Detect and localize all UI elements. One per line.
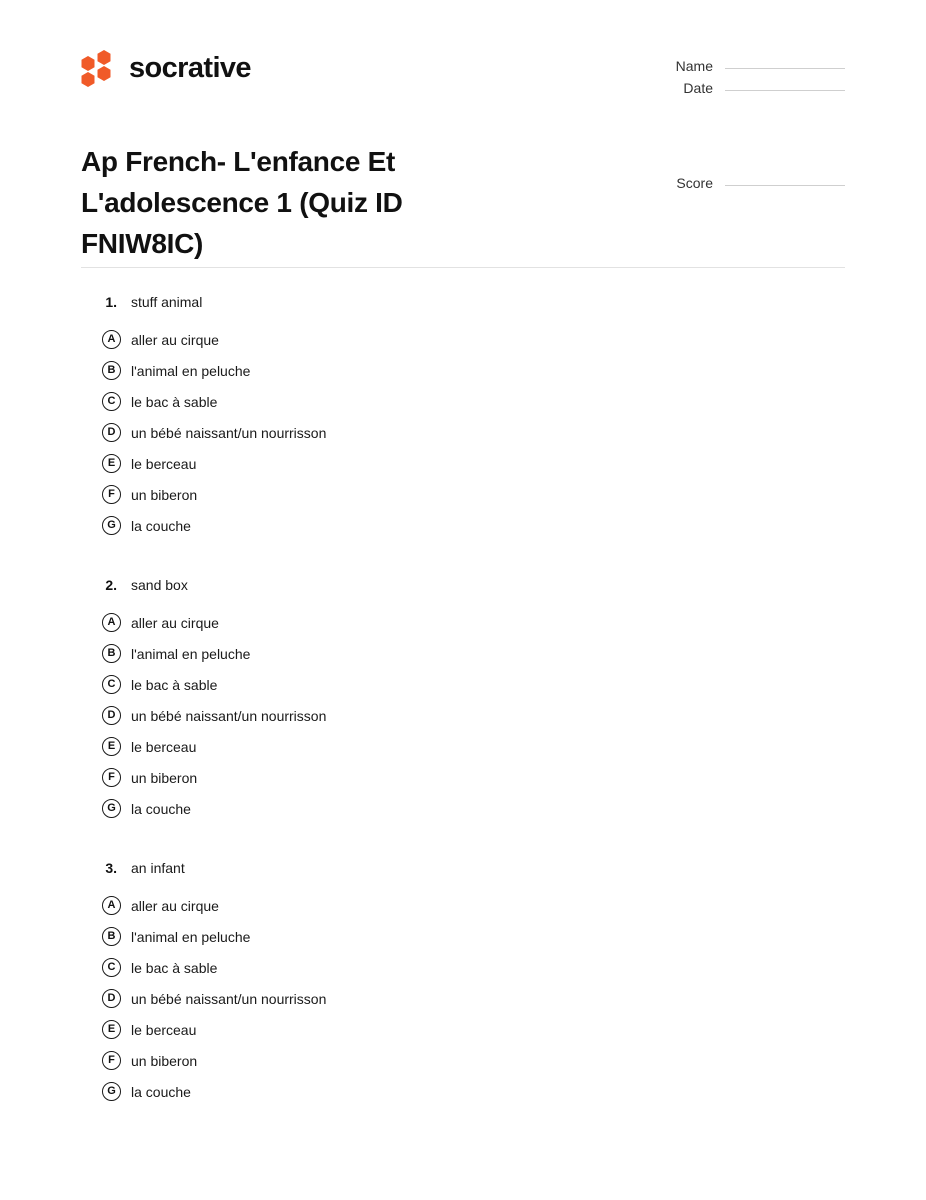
- question-header: [81, 575, 845, 601]
- answer-option-bubble[interactable]: F: [102, 485, 121, 504]
- answer-option-bubble[interactable]: G: [102, 1082, 121, 1101]
- answer-option-bubble[interactable]: B: [102, 361, 121, 380]
- logo-hex-bottom-right: [97, 66, 111, 81]
- answer-option-label: l'animal en peluche: [131, 645, 251, 662]
- question-header: [81, 292, 845, 318]
- score-field-label: Score: [676, 175, 713, 191]
- score-field-rule[interactable]: [725, 185, 845, 186]
- answer-option[interactable]: [81, 890, 845, 921]
- score-field[interactable]: [600, 175, 845, 191]
- question-prompt: sand box: [131, 577, 188, 593]
- answer-option-bubble[interactable]: G: [102, 799, 121, 818]
- answer-option-bubble-wrap[interactable]: [81, 737, 131, 756]
- answer-option[interactable]: [81, 510, 845, 541]
- answer-option-label: l'animal en peluche: [131, 928, 251, 945]
- answer-option-bubble-wrap[interactable]: [81, 958, 131, 977]
- answer-option-bubble-wrap[interactable]: [81, 516, 131, 535]
- answer-option[interactable]: [81, 983, 845, 1014]
- name-field-label: Name: [675, 58, 713, 74]
- answer-option[interactable]: [81, 607, 845, 638]
- answer-option-bubble-wrap[interactable]: [81, 423, 131, 442]
- answer-option[interactable]: [81, 386, 845, 417]
- answer-option-bubble[interactable]: A: [102, 896, 121, 915]
- answer-option-label: le berceau: [131, 1021, 197, 1038]
- date-field-label: Date: [683, 80, 713, 96]
- socrative-brand: [81, 50, 251, 86]
- answer-option-bubble[interactable]: E: [102, 454, 121, 473]
- answer-option[interactable]: [81, 731, 845, 762]
- answer-option-bubble-wrap[interactable]: [81, 1020, 131, 1039]
- answer-option-bubble[interactable]: G: [102, 516, 121, 535]
- answer-option-bubble-wrap[interactable]: [81, 485, 131, 504]
- answer-option-label: la couche: [131, 1083, 191, 1100]
- answer-option-bubble[interactable]: E: [102, 1020, 121, 1039]
- answer-option[interactable]: [81, 793, 845, 824]
- question-prompt: stuff animal: [131, 294, 203, 310]
- answer-option[interactable]: [81, 324, 845, 355]
- answer-option-label: le bac à sable: [131, 393, 218, 410]
- answer-option-bubble-wrap[interactable]: [81, 799, 131, 818]
- answer-option-label: l'animal en peluche: [131, 362, 251, 379]
- answer-option-bubble[interactable]: D: [102, 989, 121, 1008]
- date-field[interactable]: [600, 80, 845, 96]
- answer-option-label: aller au cirque: [131, 331, 219, 348]
- answer-option[interactable]: [81, 1076, 845, 1107]
- answer-option-label: aller au cirque: [131, 614, 219, 631]
- answer-option-bubble-wrap[interactable]: [81, 454, 131, 473]
- question-prompt: an infant: [131, 860, 185, 876]
- answer-option-label: un biberon: [131, 1052, 198, 1069]
- answer-option-bubble[interactable]: C: [102, 958, 121, 977]
- answer-option-label: la couche: [131, 800, 191, 817]
- questions-list: [81, 292, 845, 1107]
- answer-option-bubble-wrap[interactable]: [81, 1082, 131, 1101]
- answer-option-bubble-wrap[interactable]: [81, 706, 131, 725]
- answer-option-label: un biberon: [131, 486, 198, 503]
- date-field-rule[interactable]: [725, 90, 845, 91]
- answer-option-bubble-wrap[interactable]: [81, 330, 131, 349]
- answer-option-bubble[interactable]: A: [102, 613, 121, 632]
- answer-option[interactable]: [81, 700, 845, 731]
- answer-option[interactable]: [81, 417, 845, 448]
- answer-option-bubble[interactable]: C: [102, 392, 121, 411]
- question-number: 3.: [105, 860, 117, 876]
- answer-option-label: le bac à sable: [131, 676, 218, 693]
- answer-option-bubble-wrap[interactable]: [81, 644, 131, 663]
- answer-option[interactable]: [81, 638, 845, 669]
- name-field-rule[interactable]: [725, 68, 845, 69]
- answer-option[interactable]: [81, 448, 845, 479]
- logo-hex-top-right: [97, 50, 111, 65]
- answer-option-label: un bébé naissant/un nourrisson: [131, 707, 327, 724]
- answer-option[interactable]: [81, 952, 845, 983]
- answer-option-bubble[interactable]: D: [102, 706, 121, 725]
- answer-option-label: la couche: [131, 517, 191, 534]
- page-title: Ap French- L'enfance Et L'adolescence 1 (Quiz ID FNIW8IC): [81, 145, 403, 259]
- question-number: 1.: [105, 294, 117, 310]
- answer-option[interactable]: [81, 1045, 845, 1076]
- question-block: [81, 575, 845, 824]
- answer-option-bubble[interactable]: C: [102, 675, 121, 694]
- answer-option-bubble[interactable]: F: [102, 1051, 121, 1070]
- answer-option-bubble-wrap[interactable]: [81, 613, 131, 632]
- answer-option[interactable]: [81, 762, 845, 793]
- answer-option-label: un bébé naissant/un nourrisson: [131, 990, 327, 1007]
- header-divider: [81, 267, 845, 268]
- answer-option[interactable]: [81, 355, 845, 386]
- answer-option-bubble-wrap[interactable]: [81, 675, 131, 694]
- answer-option-bubble-wrap[interactable]: [81, 392, 131, 411]
- answer-option-label: le berceau: [131, 738, 197, 755]
- answer-option-label: le berceau: [131, 455, 197, 472]
- answer-option-label: le bac à sable: [131, 959, 218, 976]
- answer-option-bubble[interactable]: B: [102, 644, 121, 663]
- name-field[interactable]: [600, 58, 845, 74]
- answer-option[interactable]: [81, 1014, 845, 1045]
- answer-option-bubble[interactable]: E: [102, 737, 121, 756]
- answer-option[interactable]: [81, 479, 845, 510]
- answer-option-bubble[interactable]: F: [102, 768, 121, 787]
- answer-option-bubble-wrap[interactable]: [81, 1051, 131, 1070]
- socrative-logo-icon: [81, 50, 117, 86]
- answer-option-bubble-wrap[interactable]: [81, 361, 131, 380]
- answer-option[interactable]: [81, 921, 845, 952]
- socrative-wordmark: socrative: [129, 51, 251, 84]
- answer-option-bubble-wrap[interactable]: [81, 989, 131, 1008]
- answer-option[interactable]: [81, 669, 845, 700]
- answer-option-label: un biberon: [131, 769, 198, 786]
- question-number: 2.: [105, 577, 117, 593]
- question-header: [81, 858, 845, 884]
- answer-option-label: aller au cirque: [131, 897, 219, 914]
- question-block: [81, 858, 845, 1107]
- answer-option-bubble-wrap[interactable]: [81, 896, 131, 915]
- logo-hex-bottom-left: [81, 72, 95, 87]
- answer-option-label: un bébé naissant/un nourrisson: [131, 424, 327, 441]
- answer-option-bubble[interactable]: B: [102, 927, 121, 946]
- answer-option-bubble[interactable]: A: [102, 330, 121, 349]
- answer-option-bubble[interactable]: D: [102, 423, 121, 442]
- logo-hex-top-left: [81, 56, 95, 71]
- answer-option-bubble-wrap[interactable]: [81, 768, 131, 787]
- question-block: [81, 292, 845, 541]
- answer-option-bubble-wrap[interactable]: [81, 927, 131, 946]
